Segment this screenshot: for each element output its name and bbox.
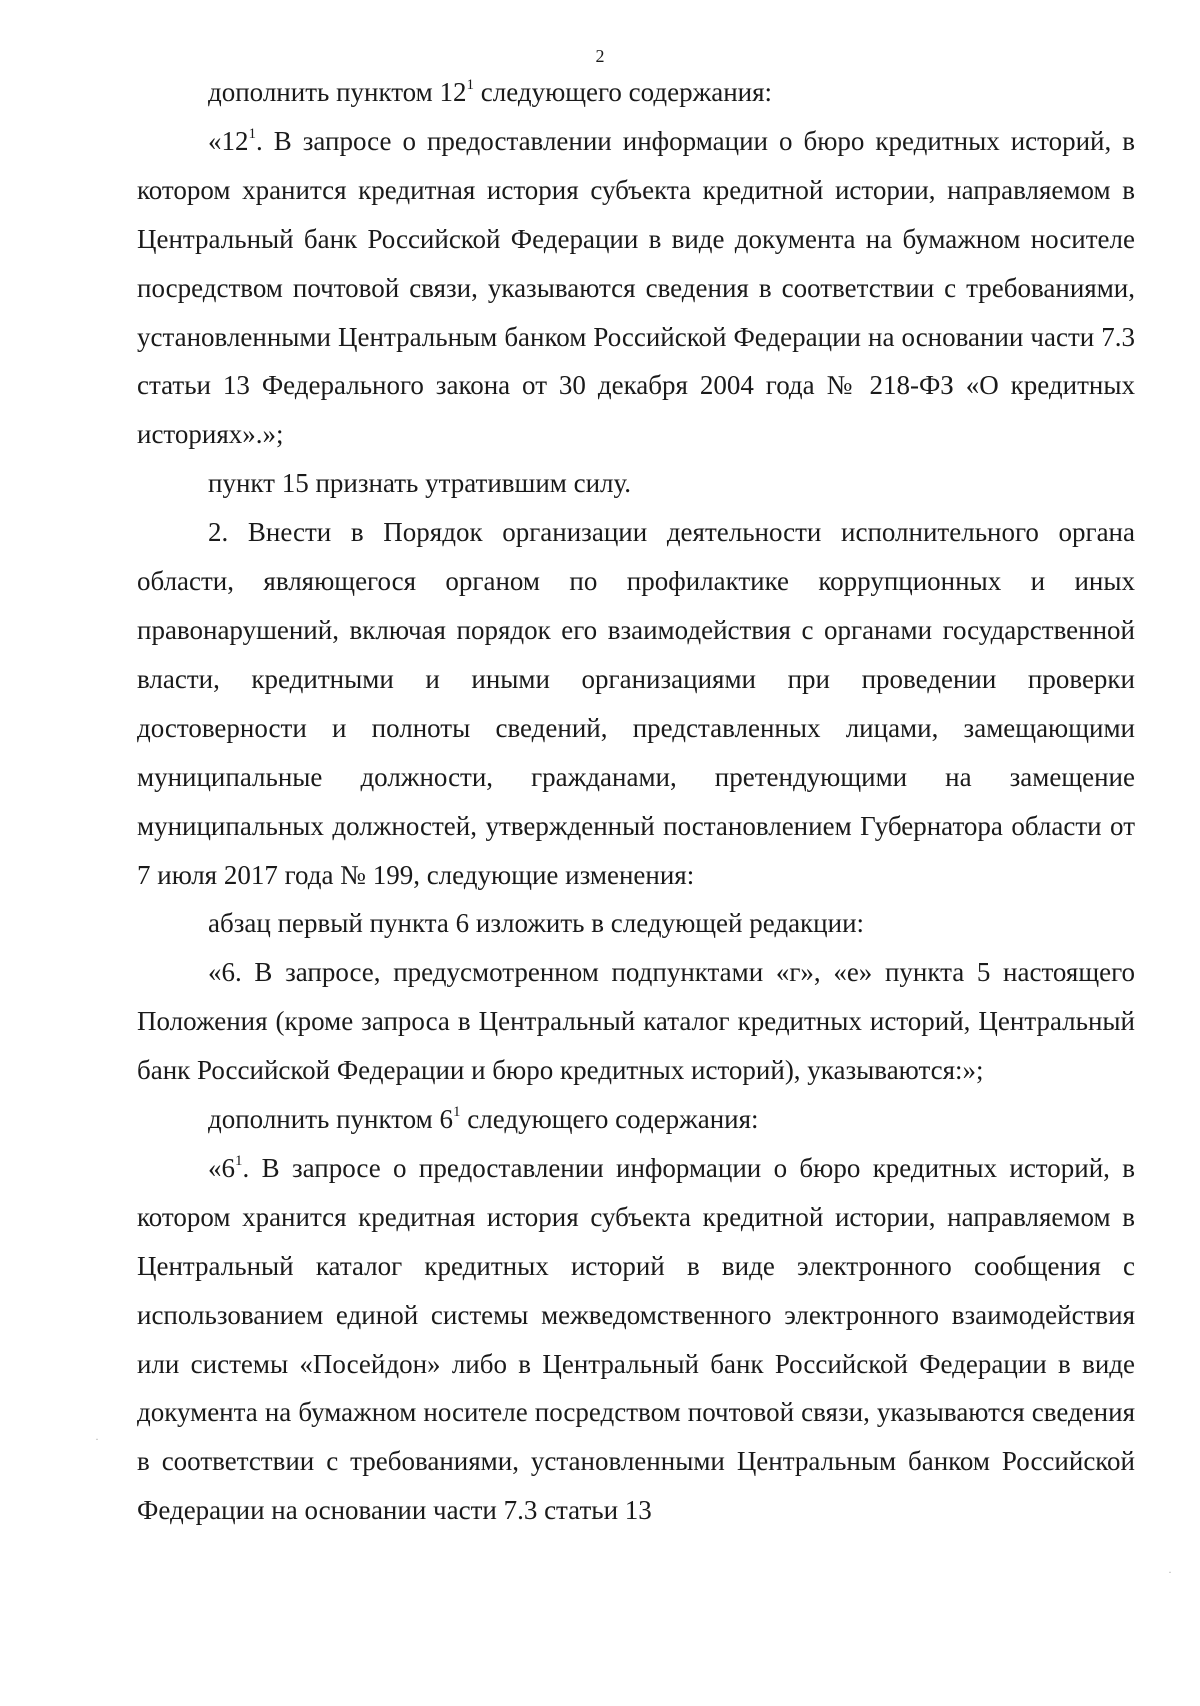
- paragraph-text: следующего содержания:: [474, 77, 773, 107]
- paragraph-text: 2. Внести в Порядок организации деятельности исполнительного органа области, являющегося органом по профилактике коррупционных и иных правонарушений, включая порядок его взаимодействия с органами государственной власти, кредитными и иными организациями при проведении проверки достоверности и полноты сведений, представленных лицами, замещающими муниципальные должности, гражданами, претендующими на замещение муниципальных должностей, утвержденный постановлением Губернатора области от 7 июля 2017 года № 199, следующие изменения:: [137, 517, 1135, 890]
- scan-dot: ·: [95, 1432, 99, 1446]
- document-body: [137, 68, 1135, 1535]
- superscript: 1: [248, 125, 256, 142]
- paragraph-text: дополнить пунктом 12: [208, 77, 467, 107]
- paragraph-text: «12: [208, 125, 249, 156]
- paragraph-text: «6. В запросе, предусмотренном подпунктами «г», «е» пункта 5 настоящего Положения (кроме запроса в Центральный каталог кредитных историй, Центральный банк Российской Федерации и бюро кредитных историй), указываются:»;: [137, 957, 1135, 1086]
- paragraph-point-15-void: [137, 459, 1135, 508]
- paragraph-point-6-1-text: [137, 1144, 1135, 1535]
- paragraph-text: «6: [208, 1152, 235, 1183]
- paragraph-text: дополнить пунктом 6: [208, 1104, 453, 1135]
- paragraph-text: следующего содержания:: [460, 1104, 759, 1135]
- paragraph-text: абзац первый пункта 6 изложить в следующей редакции:: [208, 908, 865, 939]
- paragraph-text: . В запросе о предоставлении информации о бюро кредитных историй, в котором хранится кредитная история субъекта кредитной истории, направляемом в Центральный банк Российской Федерации в виде документа на бумажном носителе посредством почтовой связи, указываются сведения в соответствии с требованиями, установленными Центральным банком Российской Федерации на основании части 7.3 статьи 13 Федерального закона от 30 декабря 2004 года № 218-ФЗ «О кредитных историях».»;: [137, 125, 1135, 450]
- paragraph-text: пункт 15 признать утратившим силу.: [208, 468, 632, 499]
- paragraph-text: . В запросе о предоставлении информации о бюро кредитных историй, в котором хранится кредитная история субъекта кредитной истории, направляемом в Центральный каталог кредитных историй в виде электронного сообщения с использованием единой системы межведомственного электронного взаимодействия или системы «Посейдон» либо в Центральный банк Российской Федерации в виде документа на бумажном носителе посредством почтовой связи, указываются сведения в соответствии с требованиями, установленными Центральным банком Российской Федерации на основании части 7.3 статьи 13: [137, 1152, 1135, 1526]
- paragraph-amend-procedure: [137, 508, 1135, 899]
- superscript: 1: [453, 1104, 461, 1121]
- paragraph-point-6-text: [137, 948, 1135, 1095]
- paragraph-add-point-6-1: [137, 1095, 1135, 1144]
- scan-dot: ·: [1168, 1565, 1172, 1579]
- paragraph-point-6-first-abzac: [137, 899, 1135, 948]
- superscript: 1: [235, 1152, 243, 1169]
- paragraph-add-point-12-1: [137, 68, 1135, 117]
- superscript: 1: [466, 77, 474, 93]
- paragraph-point-12-1-text: [137, 117, 1135, 459]
- page-number: 2: [595, 46, 605, 66]
